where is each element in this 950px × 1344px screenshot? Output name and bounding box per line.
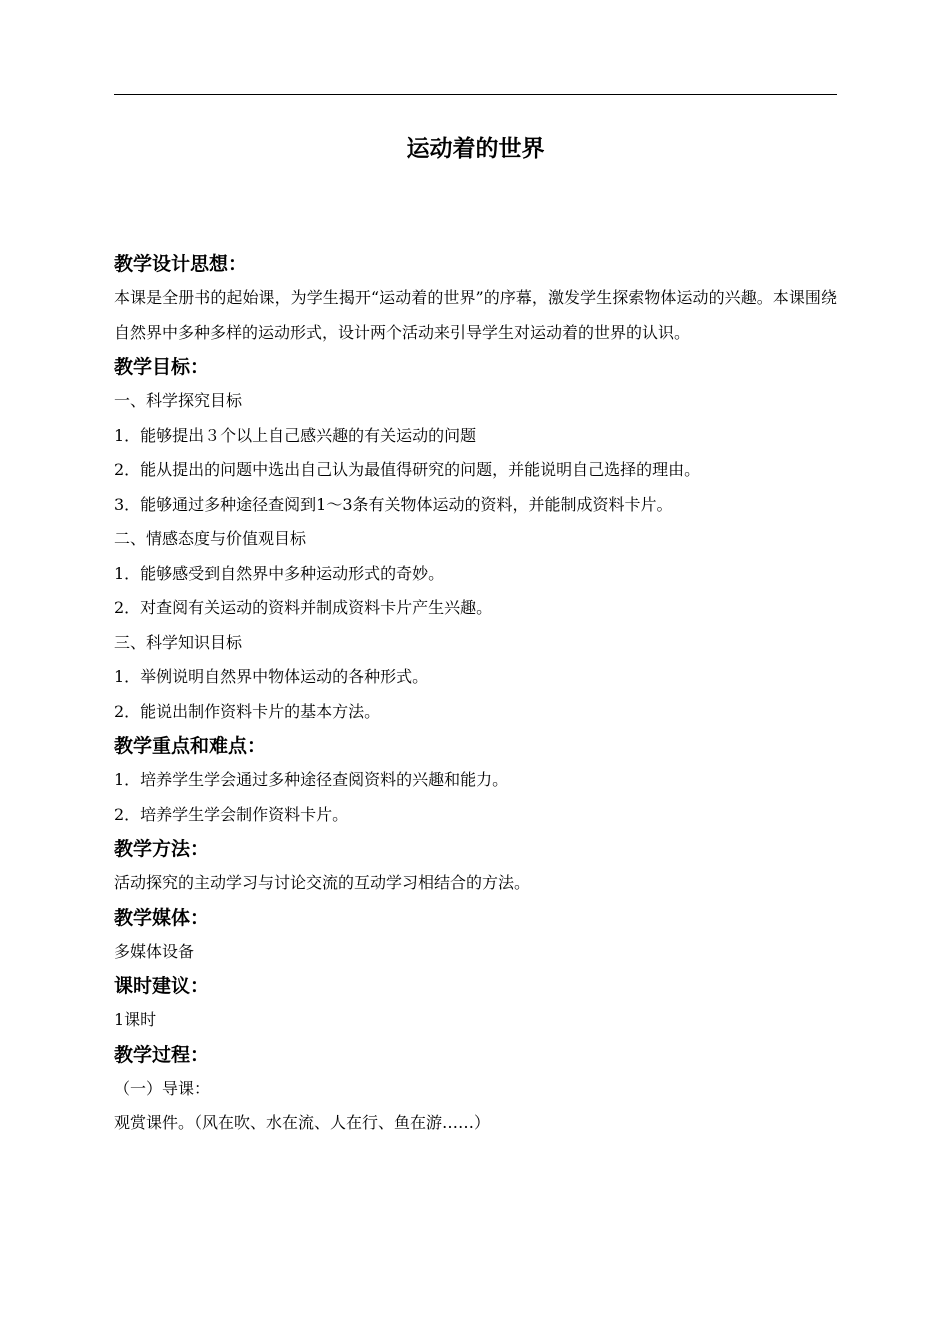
header-rule: [114, 94, 837, 95]
list-item: 2．能从提出的问题中选出自己认为最值得研究的问题，并能说明自己选择的理由。: [114, 460, 701, 479]
objective-list: [114, 419, 837, 523]
document-title: 运动着的世界: [406, 136, 545, 162]
section-paragraph: 本课是全册书的起始课，为学生揭开“运动着的世界”的序幕，激发学生探索物体运动的兴趣。本课围绕自然界中多种多样的运动形式，设计两个活动来引导学生对运动着的世界的认识。: [114, 288, 837, 342]
objective-group: [114, 626, 837, 730]
objective-group-label: 一、科学探究目标: [114, 391, 243, 410]
list-item: 1．能够感受到自然界中多种运动形式的奇妙。: [114, 563, 445, 583]
objective-group-label: 三、科学知识目标: [114, 632, 243, 652]
section-heading: 教学过程：: [114, 1043, 210, 1066]
section-hours: [114, 969, 837, 1038]
section-heading: 教学目标：: [114, 356, 210, 378]
list-item: 2．对查阅有关运动的资料并制成资料卡片产生兴趣。: [114, 598, 493, 617]
list-item: 3．能够通过多种途径查阅到1～3条有关物体运动的资料，并能制成资料卡片。: [114, 494, 673, 514]
process-step-label: （一）导课：: [114, 1078, 211, 1098]
section-key-points: [114, 729, 837, 832]
section-heading: 教学方法：: [114, 838, 210, 860]
section-paragraph: 多媒体设备: [114, 941, 195, 961]
objective-group: [114, 384, 837, 522]
objective-group-label: 二、情感态度与价值观目标: [114, 529, 307, 548]
section-design-thought: [114, 247, 837, 350]
list-item: 2．培养学生学会制作资料卡片。: [114, 804, 349, 824]
list-item: 1．能够提出３个以上自己感兴趣的有关运动的问题: [114, 425, 477, 445]
section-process: [114, 1038, 837, 1141]
section-media: [114, 901, 837, 970]
list-item: 1．培养学生学会通过多种途径查阅资料的兴趣和能力。: [114, 770, 509, 789]
objective-list: [114, 660, 837, 729]
section-heading: 教学媒体：: [114, 906, 210, 929]
document-body: [114, 247, 837, 1141]
key-points-list: [114, 763, 837, 832]
list-item: 2．能说出制作资料卡片的基本方法。: [114, 701, 381, 721]
section-paragraph: 观赏课件。（风在吹、水在流、人在行、鱼在游……）: [114, 1113, 491, 1132]
section-heading: 教学设计思想：: [114, 253, 248, 275]
section-paragraph: 1课时: [114, 1010, 157, 1029]
section-heading: 教学重点和难点：: [114, 735, 267, 757]
objective-list: [114, 557, 837, 626]
section-paragraph: 活动探究的主动学习与讨论交流的互动学习相结合的方法。: [114, 873, 531, 892]
section-objectives: [114, 350, 837, 729]
objective-group: [114, 522, 837, 626]
section-method: [114, 832, 837, 901]
list-item: 1．举例说明自然界中物体运动的各种形式。: [114, 667, 429, 686]
section-heading: 课时建议：: [114, 975, 210, 997]
